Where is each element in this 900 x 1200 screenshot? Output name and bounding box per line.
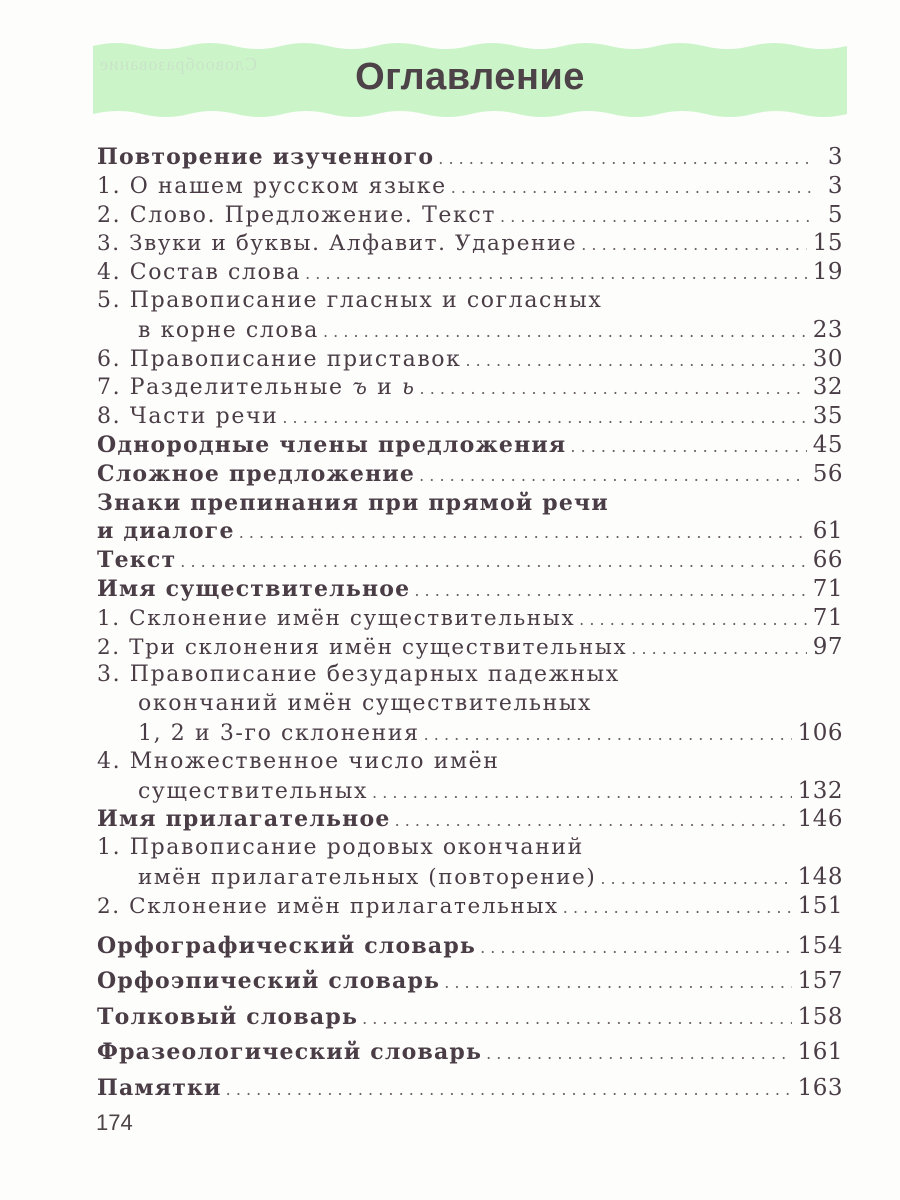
toc-page-number: 146 — [797, 806, 843, 833]
dot-leader — [444, 965, 791, 1001]
toc-entry-label: 4. Множественное число имён — [97, 748, 500, 774]
toc-page-number: 71 — [812, 575, 843, 602]
dot-leader — [570, 433, 806, 462]
toc-entry-continuation[interactable] — [97, 690, 843, 719]
dot-leader — [414, 577, 806, 606]
dot-leader — [486, 1036, 791, 1072]
toc-entry-continuation[interactable] — [97, 863, 843, 892]
toc-entry-continuation[interactable] — [97, 316, 843, 345]
toc-entry-label: имён прилагательных (повторение) — [138, 864, 597, 890]
toc-page-number: 161 — [797, 1039, 843, 1066]
page-number: 174 — [96, 1110, 133, 1135]
toc-entry-label: 8. Части речи — [97, 404, 279, 430]
toc-page-number: 15 — [812, 230, 843, 257]
toc-entry[interactable] — [97, 460, 843, 489]
toc-entry[interactable] — [97, 748, 843, 777]
soft-sign-letter: ь — [401, 375, 416, 401]
label-prefix: 7. Разделительные — [97, 375, 353, 401]
hard-sign-letter: ъ — [352, 375, 369, 401]
toc-page-number: 3 — [827, 144, 843, 170]
toc-entry[interactable] — [97, 604, 843, 633]
toc-entry-label: 2. Три склонения имён существительных — [97, 634, 628, 660]
toc-entry-label: 5. Правописание гласных и согласных — [97, 287, 603, 313]
toc-entry-continuation[interactable] — [97, 719, 843, 748]
toc-entry[interactable] — [97, 172, 843, 201]
toc-page-number: 154 — [797, 932, 843, 959]
toc-entry-label: 4. Состав слова — [97, 260, 302, 286]
dot-leader — [438, 145, 811, 174]
toc-entry[interactable] — [97, 489, 843, 518]
toc-entry[interactable] — [97, 633, 843, 662]
dot-leader — [180, 548, 806, 577]
toc-entry-label: 1. О нашем русском языке — [97, 173, 447, 199]
dot-leader — [424, 721, 792, 750]
dot-leader — [420, 375, 807, 404]
toc-entry-label: Имя прилагательное — [97, 806, 391, 833]
header-banner — [93, 40, 847, 120]
dot-leader — [466, 347, 807, 376]
toc-entry[interactable] — [97, 661, 843, 690]
toc-page-number: 30 — [812, 345, 843, 372]
toc-entry-label: Толковый словарь — [97, 1003, 359, 1030]
dot-leader — [395, 807, 792, 836]
toc-appendix-entry[interactable] — [97, 964, 843, 1000]
toc-entry[interactable] — [97, 287, 843, 316]
toc-entry[interactable] — [97, 892, 843, 921]
toc-entry-label: Имя существительное — [97, 575, 411, 602]
page-title: Оглавление — [355, 56, 585, 98]
toc-entry-label: 6. Правописание приставок — [97, 346, 462, 372]
toc-entry-label: 1, 2 и 3-го склонения — [138, 720, 420, 746]
toc-appendix-entry[interactable] — [97, 1000, 843, 1036]
toc-entry-label: и диалоге — [97, 518, 235, 545]
toc-page-number: 45 — [812, 431, 843, 458]
toc-entry-label: 2. Слово. Предложение. Текст — [97, 202, 497, 228]
toc-entry-label: окончаний имён существительных — [138, 691, 593, 717]
toc-entry-label: Памятки — [97, 1074, 222, 1101]
toc-entry[interactable] — [97, 546, 843, 575]
toc-entry[interactable] — [97, 229, 843, 258]
toc-entry-label: Орфоэпический словарь — [97, 968, 441, 995]
toc-entry-label — [97, 374, 416, 403]
toc-entry[interactable] — [97, 431, 843, 460]
dot-leader — [282, 404, 806, 433]
toc-entry[interactable] — [97, 373, 843, 402]
dot-leader — [600, 865, 791, 894]
dot-leader — [480, 930, 792, 966]
toc-entry-label: в корне слова — [138, 317, 319, 343]
toc-page-number: 3 — [827, 172, 843, 199]
toc-page-number: 56 — [812, 460, 843, 487]
dot-leader — [323, 318, 807, 347]
toc-entry-label: существительных — [138, 778, 369, 804]
toc-entry-label: Сложное предложение — [97, 460, 416, 487]
toc-entry[interactable] — [97, 805, 843, 834]
toc-entry[interactable] — [97, 143, 843, 172]
dot-leader — [451, 174, 811, 203]
toc-entry-label: 3. Звуки и буквы. Алфавит. Ударение — [97, 231, 578, 257]
toc-entry-label: Знаки препинания при прямой речи — [97, 489, 609, 516]
toc-page-number: 158 — [797, 1003, 843, 1030]
dot-leader — [305, 260, 807, 289]
toc-entry-label: Однородные члены предложения — [97, 431, 567, 458]
toc-page-number: 163 — [797, 1074, 843, 1101]
dot-leader — [631, 635, 806, 664]
toc-page-number: 35 — [812, 403, 843, 430]
toc-appendix-entry[interactable] — [97, 1035, 843, 1071]
toc-page-number: 61 — [812, 518, 843, 545]
dot-leader — [362, 1001, 792, 1037]
toc-entry-label: Орфографический словарь — [97, 932, 477, 959]
dot-leader — [419, 462, 807, 491]
dot-leader — [226, 1072, 792, 1108]
toc-entry-label: Повторение изученного — [97, 144, 435, 170]
toc-page-number: 19 — [812, 259, 843, 286]
toc-page-number: 23 — [812, 316, 843, 343]
toc-entry-label: 3. Правописание безударных падежных — [97, 662, 620, 688]
dot-leader — [581, 231, 806, 260]
toc-page-number: 71 — [812, 604, 843, 631]
toc-entry[interactable] — [97, 201, 843, 230]
toc-entry-label: Текст — [97, 547, 177, 574]
toc-entry[interactable] — [97, 575, 843, 604]
toc-entry[interactable] — [97, 258, 843, 287]
toc-page-number: 97 — [812, 633, 843, 660]
toc-entry-label: 1. Склонение имён существительных — [97, 605, 576, 631]
toc-entry-label: Фразеологический словарь — [97, 1039, 483, 1066]
dot-leader — [500, 203, 811, 232]
label-mid: и — [368, 375, 402, 401]
toc-entry-label: 2. Склонение имён прилагательных — [97, 893, 559, 919]
toc-entry[interactable] — [97, 402, 843, 431]
toc-page-number: 32 — [812, 374, 843, 401]
toc-page-number: 106 — [797, 719, 843, 746]
dot-leader — [579, 606, 807, 635]
toc-entry[interactable] — [97, 834, 843, 863]
toc-page-number: 66 — [812, 547, 843, 574]
dot-leader — [563, 894, 792, 923]
toc-entry-continuation[interactable] — [97, 517, 843, 546]
toc-entry[interactable] — [97, 345, 843, 374]
table-of-contents — [97, 143, 843, 1106]
toc-page-number: 157 — [797, 968, 843, 995]
toc-appendix-entry[interactable] — [97, 929, 843, 965]
dot-leader — [372, 779, 792, 808]
toc-entry-continuation[interactable] — [97, 777, 843, 806]
dot-leader — [239, 519, 807, 548]
toc-page-number: 132 — [797, 777, 843, 804]
toc-page-number: 151 — [797, 892, 843, 919]
bleed-through-text: Словообразование — [99, 54, 258, 74]
toc-appendix-entry[interactable] — [97, 1071, 843, 1107]
toc-entry-label: 1. Правописание родовых окончаний — [97, 835, 584, 861]
toc-page-number: 148 — [797, 863, 843, 890]
toc-page-number: 5 — [827, 201, 843, 228]
